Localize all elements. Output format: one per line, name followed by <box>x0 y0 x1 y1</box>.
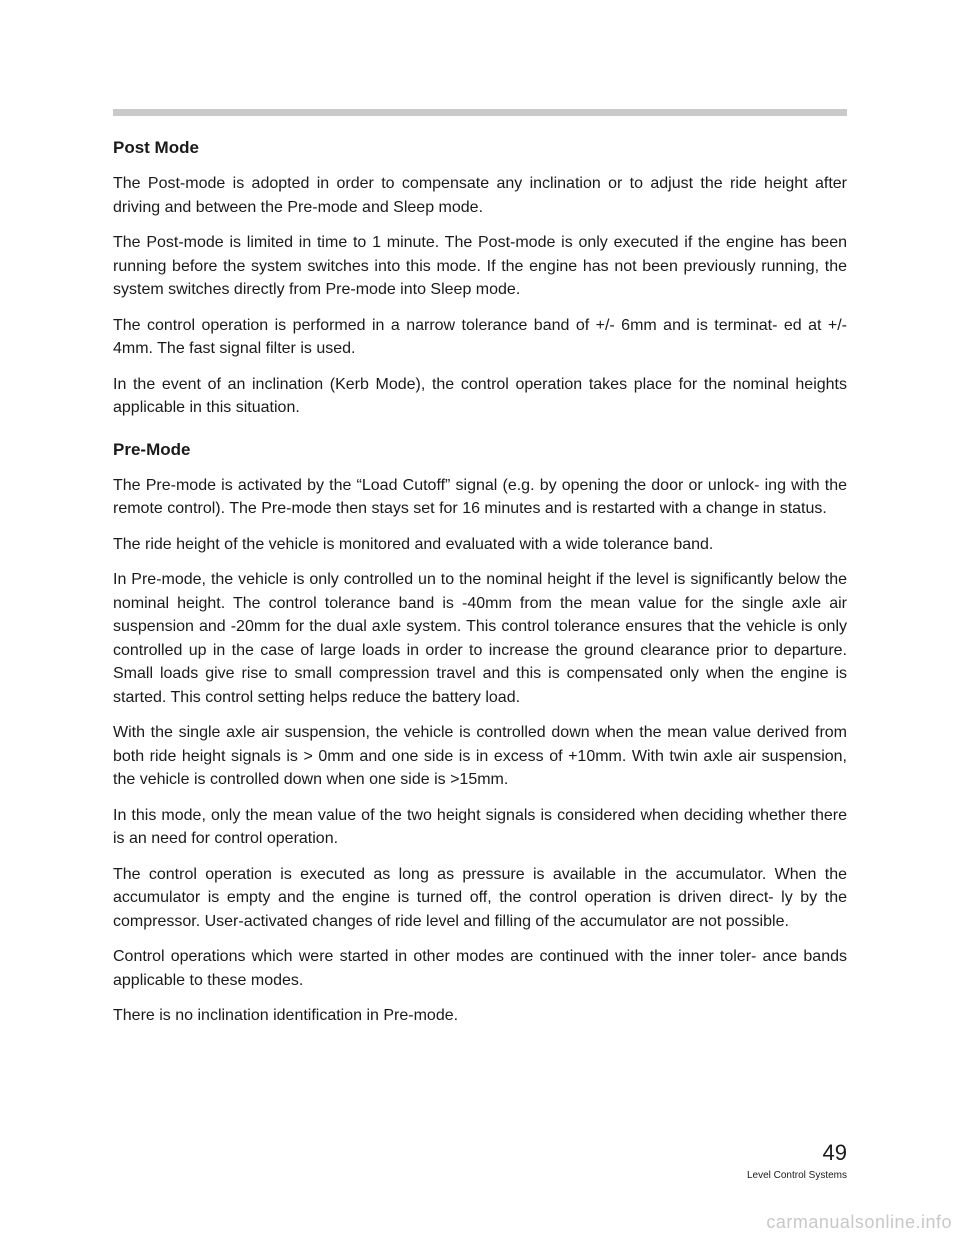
paragraph: There is no inclination identification in Pre-mode. <box>113 1007 459 1024</box>
paragraph: Control operations which were started in other modes are continued with the inner toler- ance bands applicable to these modes. <box>113 948 847 989</box>
paragraph: The control operation is performed in a narrow tolerance band of +/- 6mm and is terminat- ed at +/- 4mm. The fast signal filter is used. <box>113 316 847 357</box>
paragraph: With the single axle air suspension, the vehicle is controlled down when the mean value derived from both ride height signals is > 0mm and one side is in excess of +10mm. With twin axle air suspension, the vehicle is controlled down when one side is >15mm. <box>113 724 847 788</box>
watermark: carmanualsonline.info <box>766 1212 952 1232</box>
paragraph: The Post-mode is limited in time to 1 minute. The Post-mode is only executed if the engine has been running before the system switches into this mode. If the engine has not been previously running, the system switches directly from Pre-mode into Sleep mode. <box>113 234 847 298</box>
document-body <box>113 136 847 1040</box>
footer-label: Level Control Systems <box>746 1170 847 1181</box>
paragraph: In this mode, only the mean value of the two height signals is considered when deciding whether there is an need for control operation. <box>113 806 847 847</box>
paragraph: The Pre-mode is activated by the “Load Cutoff” signal (e.g. by opening the door or unlock- ing with the remote control). The Pre-mode then stays set for 16 minutes and is restarted with a change in status. <box>113 476 847 517</box>
page-number: 49 <box>822 1140 847 1165</box>
paragraph: The ride height of the vehicle is monitored and evaluated with a wide tolerance band. <box>113 535 714 553</box>
top-rule <box>113 109 847 116</box>
section-title-pre-mode: Pre-Mode <box>113 439 191 459</box>
paragraph: In Pre-mode, the vehicle is only controlled un to the nominal height if the level is significantly below the nominal height. The control tolerance band is -40mm from the mean value for the single axle air suspension and -20mm for the dual axle system. This control tolerance ensures that the vehicle is only controlled up in the case of large loads in order to increase the ground clearance prior to departure. Small loads give rise to small compression travel and this is compensated only when the engine is started. This control setting helps reduce the battery load. <box>113 571 847 706</box>
paragraph: The control operation is executed as long as pressure is available in the accumulator. When the accumulator is empty and the engine is turned off, the control operation is driven direct- ly by the compressor. User-activated changes of ride level and filling of the accumulator are not possible. <box>113 865 847 930</box>
section-title-post-mode: Post Mode <box>113 138 199 157</box>
paragraph: In the event of an inclination (Kerb Mode), the control operation takes place for the nominal heights applicable in this situation. <box>113 375 847 416</box>
paragraph: The Post-mode is adopted in order to compensate any inclination or to adjust the ride height after driving and between the Pre-mode and Sleep mode. <box>113 175 847 216</box>
